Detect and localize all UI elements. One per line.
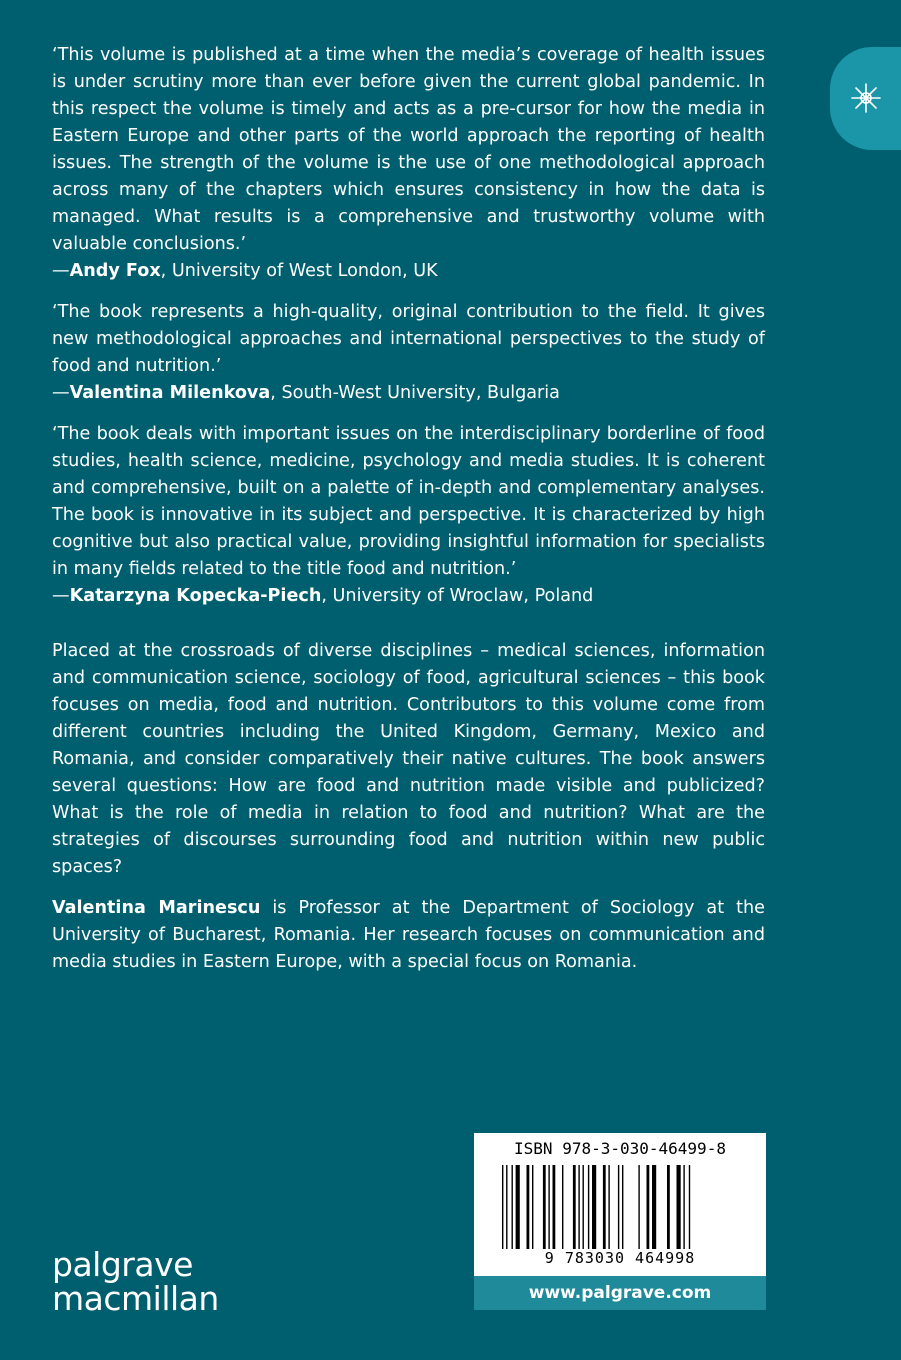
publisher-logo-line2: macmillan [52, 1279, 219, 1318]
author-name: Valentina Marinescu [52, 898, 261, 918]
back-cover-text [52, 42, 765, 990]
endorsement-attribution: —Andy Fox, University of West London, UK [52, 261, 438, 281]
endorsement-affiliation: , South-West University, Bulgaria [270, 383, 560, 403]
book-description: Placed at the crossroads of diverse disciplines – medical sciences, information and communication science, sociology of food, agricultural sciences – this book focuses on media, food and nutrition. Contributors to this volume come from different countries including the United Kingdom, Germany, Mexico and Romania, and consider comparatively their native cultures. The book answers several questions: How are food and nutrition made visible and publicized? What is the role of media in relation to food and nutrition? What are the strategies of discourses surrounding food and nutrition within new public spaces? [52, 641, 765, 877]
publisher-tab [830, 47, 901, 150]
endorsement-1 [52, 42, 765, 285]
barcode-bars [502, 1165, 738, 1249]
endorsement-author: Valentina Milenkova [69, 383, 271, 403]
author-bio-text: is Professor at the Department of Sociology at the University of Bucharest, Romania. Her research focuses on communication and media studies in Eastern Europe, with a special focus on Romania. [52, 898, 765, 972]
endorsement-quote: ‘The book represents a high-quality, original contribution to the field. It gives new methodological approaches and international perspectives to the study of food and nutrition.’ [52, 302, 765, 376]
publisher-logo [52, 1245, 219, 1318]
isbn-barcode [474, 1133, 766, 1310]
endorsement-author: Katarzyna Kopecka-Piech [69, 586, 322, 606]
endorsement-author: Andy Fox [69, 261, 161, 281]
endorsement-quote: ‘This volume is published at a time when the media’s coverage of health issues is under scrutiny more than ever before given the current global pandemic. In this respect the volume is timely and acts as a pre-cursor for how the media in Eastern Europe and other parts of the world approach the reporting of health issues. The strength of the volume is the use of one methodological approach across many of the chapters which ensures consistency in how the data is managed. What results is a comprehensive and trustworthy volume with valuable conclusions.’ [52, 45, 765, 254]
endorsement-attribution: —Katarzyna Kopecka-Piech, University of Wroclaw, Poland [52, 586, 594, 606]
endorsement-quote: ‘The book deals with important issues on the interdisciplinary borderline of food studies, health science, medicine, psychology and media studies. It is coherent and comprehensive, built on a palette of in-depth and complementary analyses. The book is innovative in its subject and perspective. It is characterized by high cognitive but also practical value, providing insightful information for specialists in many fields related to the title food and nutrition.’ [52, 424, 765, 579]
endorsement-3 [52, 421, 765, 610]
endorsement-2 [52, 299, 765, 407]
publisher-url: www.palgrave.com [474, 1276, 766, 1310]
palgrave-snowflake-icon [850, 82, 882, 114]
endorsement-attribution: —Valentina Milenkova, South-West University, Bulgaria [52, 383, 560, 403]
isbn-digits: 9 783030 464998 [544, 1249, 696, 1267]
author-bio [52, 895, 765, 976]
publisher-logo-line1: palgrave [52, 1245, 193, 1284]
endorsement-affiliation: , University of West London, UK [160, 261, 438, 281]
endorsement-affiliation: , University of Wroclaw, Poland [321, 586, 594, 606]
isbn-label: ISBN 978-3-030-46499-8 [514, 1139, 726, 1158]
